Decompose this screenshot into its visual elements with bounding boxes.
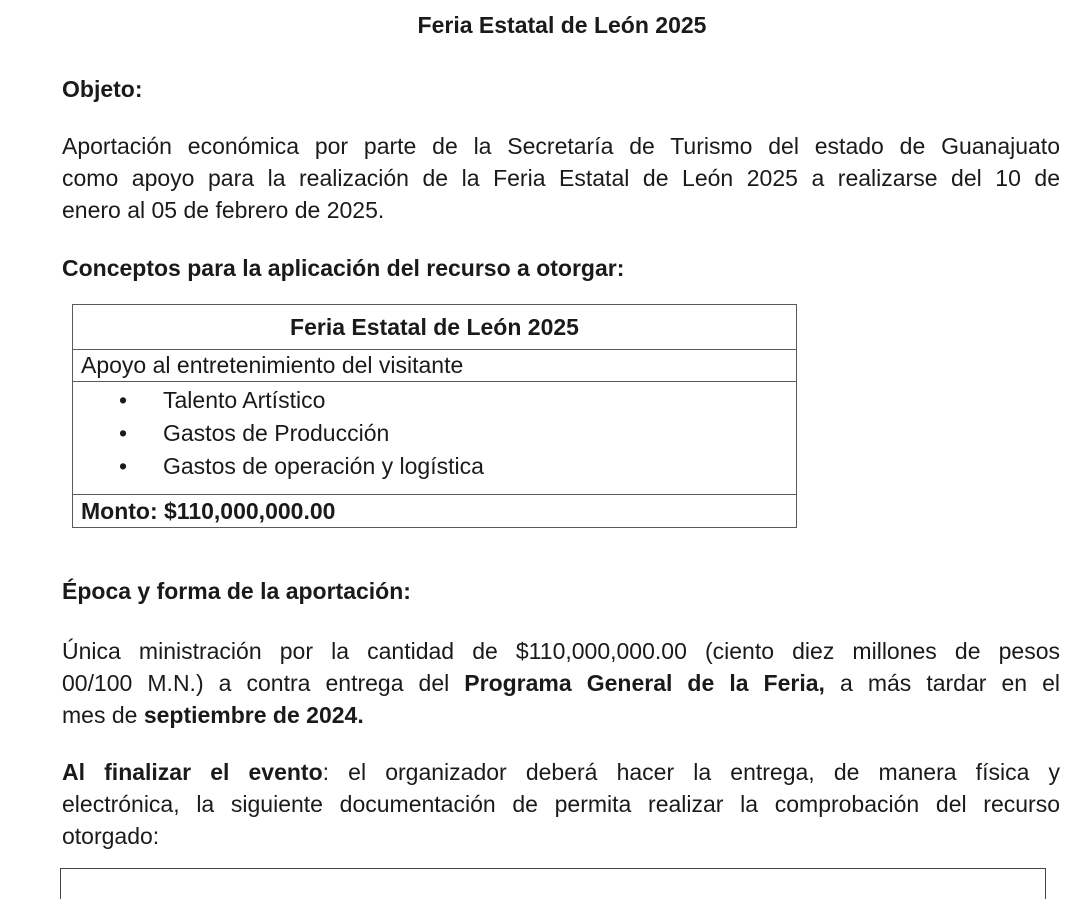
list-item-label: Talento Artístico <box>163 387 326 413</box>
objeto-line: como apoyo para la realización de la Feria Estatal de León 2025 a realizarse del 10 de <box>62 165 1060 191</box>
next-table-border <box>60 868 1046 899</box>
list-item-label: Gastos de operación y logística <box>163 453 484 479</box>
epoca-line <box>62 699 1060 731</box>
table-header: Feria Estatal de León 2025 <box>73 305 797 350</box>
finalizar-line: otorgado: <box>62 823 160 849</box>
table-amount: Monto: $110,000,000.00 <box>73 495 797 528</box>
table-items-cell <box>73 382 797 495</box>
list-item-label: Gastos de Producción <box>163 420 390 446</box>
epoca-paragraph <box>62 635 1060 731</box>
objeto-line: enero al 05 de febrero de 2025. <box>62 197 385 223</box>
epoca-text: mes de <box>62 702 144 728</box>
list-item <box>73 384 796 417</box>
conceptos-heading: Conceptos para la aplicación del recurso a otorgar: <box>62 255 625 281</box>
finalizar-lead: Al finalizar el evento <box>62 759 323 785</box>
list-item <box>73 450 796 483</box>
finalizar-line: electrónica, la siguiente documentación de permita realizar la comprobación del recurso <box>62 791 1060 817</box>
epoca-text: 00/100 M.N.) a contra entrega del <box>62 670 465 696</box>
list-item <box>73 417 796 450</box>
document-title: Feria Estatal de León 2025 <box>417 12 707 38</box>
epoca-line <box>62 667 1060 699</box>
epoca-line: Única ministración por la cantidad de $110,000,000.00 (ciento diez millones de pesos <box>62 638 1060 664</box>
objeto-heading: Objeto: <box>62 76 143 102</box>
finalizar-line <box>62 756 1060 788</box>
objeto-paragraph <box>62 130 1060 226</box>
concept-list <box>73 384 796 483</box>
programa-general-emphasis: Programa General de la Feria, <box>464 670 825 696</box>
bullet-icon: • <box>119 453 128 479</box>
epoca-heading: Época y forma de la aportación: <box>62 578 411 604</box>
epoca-text: a más tardar en el <box>824 670 1061 696</box>
bullet-icon: • <box>119 420 128 446</box>
concepts-table <box>72 304 797 528</box>
table-category: Apoyo al entretenimiento del visitante <box>73 350 797 382</box>
finalizar-text: : el organizador deberá hacer la entrega, de manera física y <box>322 759 1061 785</box>
deadline-emphasis: septiembre de 2024. <box>143 702 364 728</box>
finalizar-paragraph <box>62 756 1060 852</box>
objeto-line: Aportación económica por parte de la Secretaría de Turismo del estado de Guanajuato <box>62 133 1060 159</box>
bullet-icon: • <box>119 387 128 413</box>
